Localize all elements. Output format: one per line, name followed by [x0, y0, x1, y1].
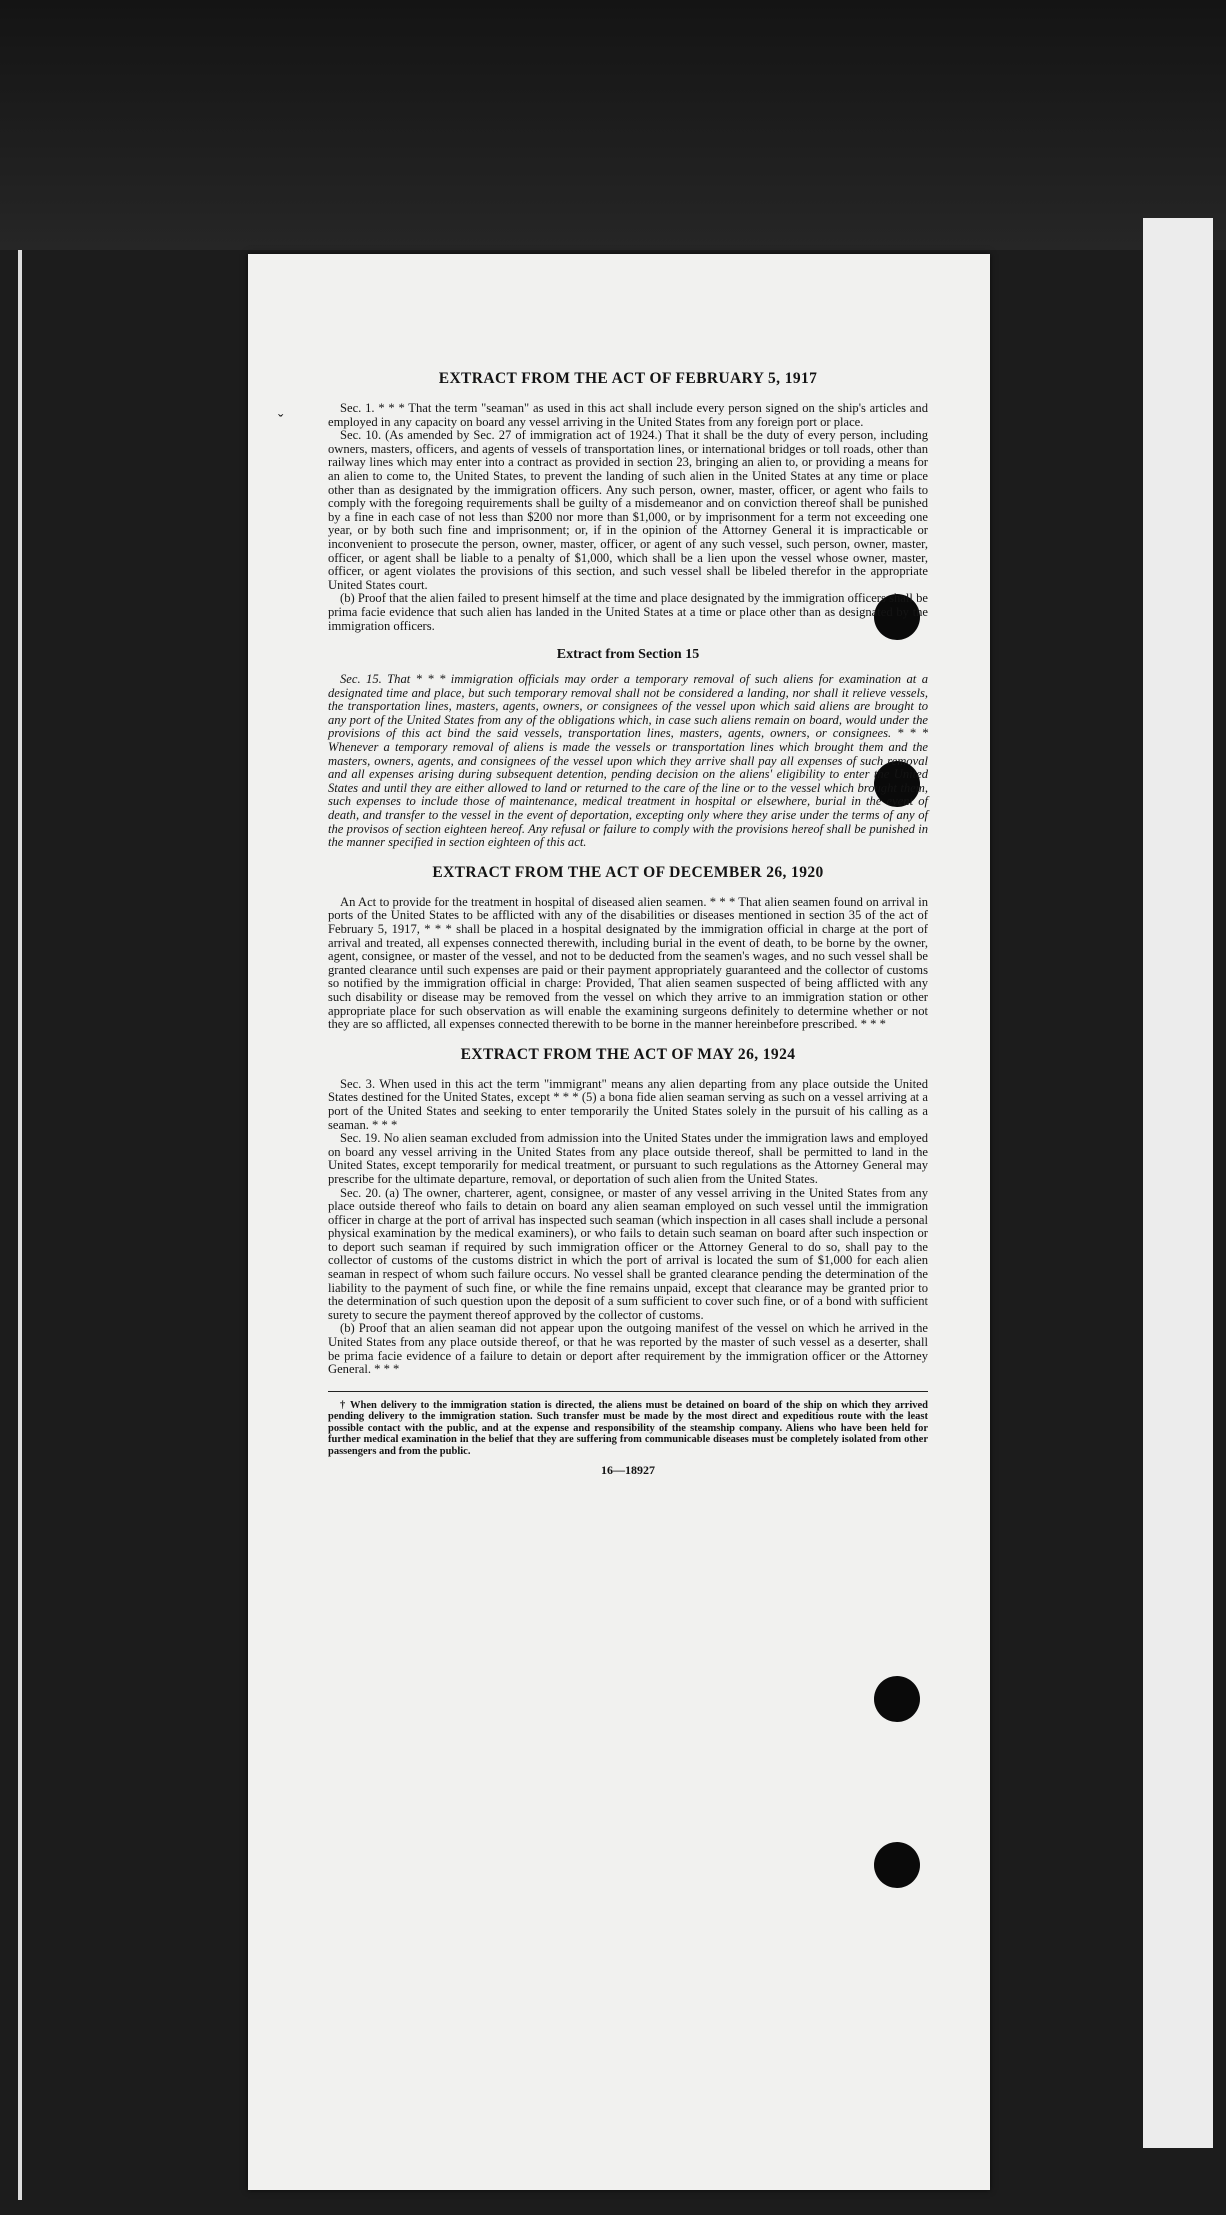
- punch-hole: [874, 1842, 920, 1888]
- adjacent-page-strip: [1143, 218, 1213, 2148]
- section-1917: [328, 370, 928, 633]
- document-page: [248, 254, 990, 2190]
- punch-hole: [874, 1676, 920, 1722]
- paragraph: Sec. 10. (As amended by Sec. 27 of immigration act of 1924.) That it shall be the duty of every person, including owners, masters, officers, and agents of vessels of transportation lines, or international bridges or toll roads, other than railway lines which may enter into a contract as provided in section 23, bringing an alien to, or providing a means for an alien to come to, the United States, to prevent the landing of such alien in the United States at any time or place other than as designated by the immigration officers. Any such person, owner, master, officer, or agent who fails to comply with the foregoing requirements shall be guilty of a misdemeanor and on conviction thereof shall be punished by a fine in each case of not less than $200 nor more than $1,000, or by imprisonment for a term not exceeding one year, or by both such fine and imprisonment; or, if in the opinion of the Attorney General it is impracticable or inconvenient to prosecute the person, owner, master, officer, or agent of any such vessel, such person, owner, master, officer, or agent shall be liable to a penalty of $1,000, which shall be a lien upon the vessel whose owner, master, officer, or agent violates the provisions of this section, and such vessel shall be libeled therefor in the appropriate United States court.: [328, 428, 928, 592]
- film-background: [0, 0, 1226, 250]
- footnote: † When delivery to the immigration station is directed, the aliens must be detained on board of the ship on which they arrived pending delivery to the immigration station. Such transfer must be made by the most direct and expeditious route with the least possible contact with the public, and at the expense and responsibility of the steamship company. Aliens who have been held for further medical examination in the belief that they are suffering from communicable diseases must be completely isolated from other passengers and from the public.: [328, 1399, 928, 1457]
- film-edge-line: [18, 250, 22, 2200]
- paragraph: Sec. 1. * * * That the term "seaman" as used in this act shall include every person signed on the ship's articles and employed in any capacity on board any vessel arriving in the United States from any foreign port or place.: [328, 401, 928, 429]
- form-number: 16—18927: [601, 1463, 655, 1478]
- document-body: [328, 370, 928, 1478]
- paragraph: Sec. 19. No alien seaman excluded from admission into the United States under the immigration laws and employed on board any vessel arriving in the United States from any place outside thereof, shall be permitted to land in the United States, except temporarily for medical treatment, or pursuant to such regulations as the Attorney General may prescribe for the ultimate departure, removal, or deportation of such alien from the United States.: [328, 1131, 928, 1186]
- paragraph: An Act to provide for the treatment in hospital of diseased alien seamen. * * * That alien seamen found on arrival in ports of the United States to be afflicted with any of the disabilities or diseases mentioned in section 35 of the act of February 5, 1917, * * * shall be placed in a hospital designated by the immigration official in charge at the port of arrival and treated, all expenses connected therewith, including burial in the event of death, to be borne by the owner, agent, consignee, or master of the vessel, and not to be deducted from the seamen's wages, and no such vessel shall be granted clearance until such expenses are paid or their payment appropriately guaranteed and the collector of customs so notified by the immigration official in charge: Provided, That alien seamen suspected of being afflicted with any such disability or disease may be removed from the vessel on which they arrive to an immigration station or other appropriate place for such observation as will enable the examining surgeons definitely to determine whether or not they are so afflicted, all expenses connected therewith to be borne in the manner hereinbefore prescribed. * * *: [328, 894, 928, 1032]
- paragraph: (b) Proof that the alien failed to present himself at the time and place designated by the immigration officers shall be prima facie evidence that such alien has landed in the United States at a time or place other than as designated by the immigration officers.: [328, 591, 928, 633]
- heading-section-15: Extract from Section 15: [556, 647, 700, 663]
- heading-act-1924: EXTRACT FROM THE ACT OF MAY 26, 1924: [460, 1045, 796, 1063]
- margin-mark: ˇ: [278, 412, 284, 429]
- paragraph: (b) Proof that an alien seaman did not appear upon the outgoing manifest of the vessel on which he arrived in the United States from any place outside thereof, or that he was reported by the master of such vessel as a deserter, shall be prima facie evidence of a failure to detain or deport after requirement by the immigration officer or the Attorney General. * * *: [328, 1321, 928, 1377]
- paragraph: Sec. 20. (a) The owner, charterer, agent, consignee, or master of any vessel arriving in the United States from any place outside thereof who fails to detain on board any alien seaman employed on such vessel until the immigration officer in charge at the port of arrival has inspected such seaman (which inspection in all cases shall include a personal physical examination by the medical examiners), or who fails to detain such seaman on board after such inspection or to deport such seaman if required by such immigration officer or the Attorney General to do so, shall pay to the collector of customs of the customs district in which the port of arrival is located the sum of $1,000 for each alien seaman in respect of whom such failure occurs. No vessel shall be granted clearance pending the determination of the liability to the payment of such fine, or while the fine remains unpaid, except that clearance may be granted prior to the determination of such question upon the deposit of a sum sufficient to cover such fine, or of a bond with sufficient surety to secure the payment thereof approved by the collector of customs.: [328, 1185, 928, 1322]
- heading-act-1917: EXTRACT FROM THE ACT OF FEBRUARY 5, 1917: [438, 370, 818, 387]
- section-1920: [328, 864, 928, 1032]
- section-15: [328, 647, 928, 850]
- paragraph: Sec. 3. When used in this act the term "immigrant" means any alien departing from any place outside the United States destined for the United States, except * * * (5) a bona fide alien seaman serving as such on a vessel arriving at a port of the United States and seeking to enter temporarily the United States solely in the pursuit of his calling as a seaman. * * *: [328, 1076, 928, 1132]
- heading-act-1920: EXTRACT FROM THE ACT OF DECEMBER 26, 1920: [432, 863, 824, 881]
- section-1924: [328, 1046, 928, 1377]
- paragraph: Sec. 15. That * * * immigration officials may order a temporary removal of such aliens for examination at a designated time and place, but such temporary removal shall not be considered a landing, nor shall it relieve vessels, the transportation lines, masters, agents, owners, or consignees of the vessel upon which said aliens are brought to any port of the United States from any of the obligations which, in case such aliens remain on board, would under the provisions of this act bind the said vessels, transportation lines, masters, agents, owners, or consignees. * * * Whenever a temporary removal of aliens is made the vessels or transportation lines which brought them and the masters, owners, agents, and consignees of the vessel upon which they arrive shall pay all expenses of such removal and all expenses arising during subsequent detention, pending decision on the aliens' eligibility to enter the United States and until they are either allowed to land or returned to the care of the line or to the vessel which brought them, such expenses to include those of maintenance, medical treatment in hospital or elsewhere, burial in the event of death, and transfer to the vessel in the event of deportation, excepting only where they arise under the terms of any of the provisos of section eighteen hereof. Any refusal or failure to comply with the provisions hereof shall be punished in the manner specified in section eighteen of this act.: [328, 672, 928, 850]
- footnote-rule: [328, 1391, 928, 1392]
